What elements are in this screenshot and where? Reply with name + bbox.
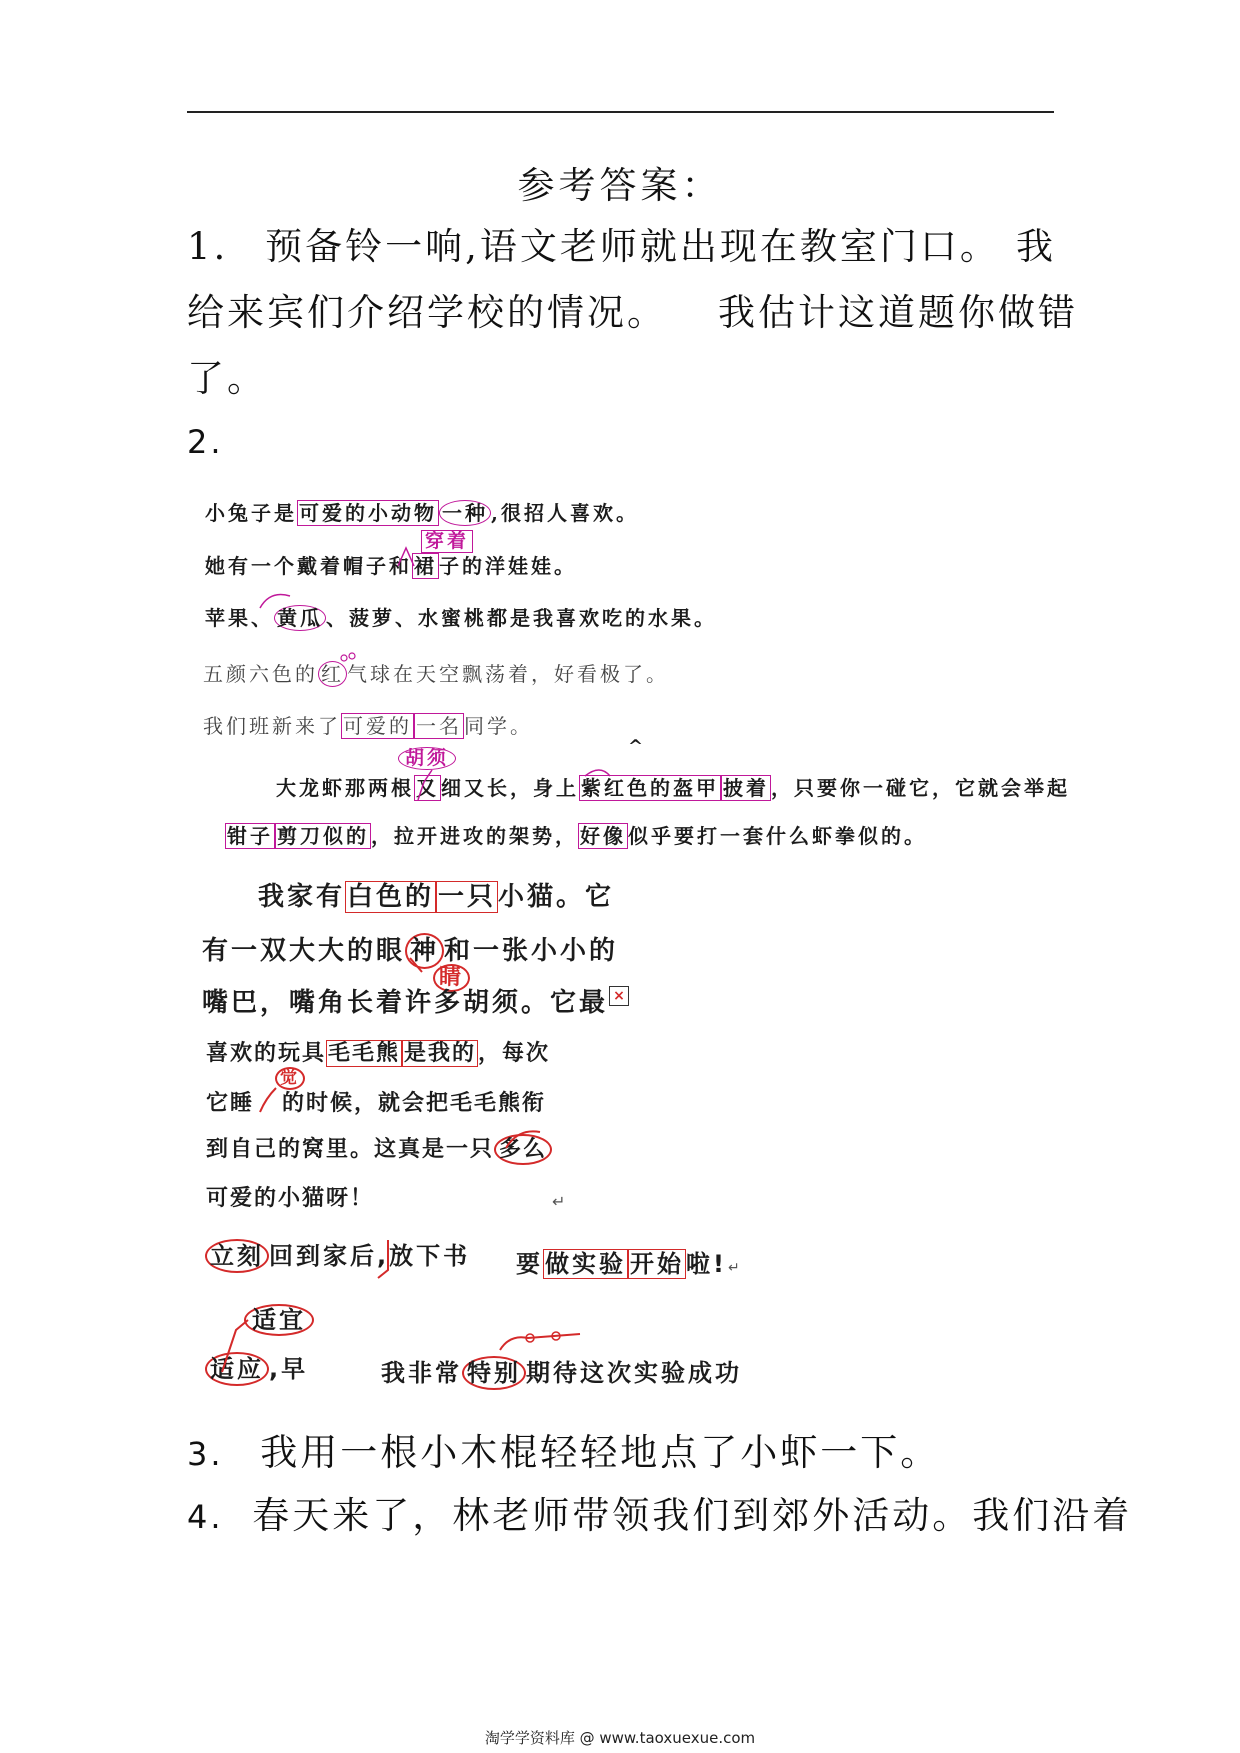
answer-1-sentence-3: 我估计这道题你做错 [718, 291, 1078, 334]
answer-1-sentence-3-end: 了。 [187, 357, 267, 400]
answer-1-number: 1. [187, 225, 229, 268]
paragraph-line-7: 可爱的小猫呀！ [206, 1186, 375, 1211]
correction-sentence-2 [205, 556, 577, 576]
correction-line-8-left [205, 1244, 470, 1268]
text: ，每次 [478, 1041, 551, 1066]
page-title: 参考答案： [517, 164, 723, 207]
boxed-word: 是我的 [404, 1041, 477, 1066]
insertion-huxu: 胡须 [398, 747, 456, 770]
text: ，只要你一碰它，它就会举起 [771, 776, 1070, 800]
circled-word: 适应 [205, 1352, 269, 1386]
boxed-word: 白色的 [347, 882, 435, 912]
caret-mark: ^ [628, 736, 647, 757]
delete-dot [349, 653, 355, 659]
boxed-word: 可爱的小动物 [299, 501, 437, 525]
boxed-word: 披着 [723, 776, 769, 800]
text: 要 [516, 1250, 543, 1278]
text: 似乎要打一套什么虾拳似的。 [628, 824, 927, 848]
correction-sentence-3 [205, 608, 717, 628]
paragraph-line-5-start: 它睡 [206, 1091, 255, 1116]
insertion-jue: 觉 [275, 1067, 305, 1090]
delete-dot [341, 655, 347, 661]
circled-word: 一种 [439, 500, 491, 526]
answer-3 [187, 1431, 941, 1474]
text: ,很招人喜欢。 [491, 501, 639, 525]
boxed-word: 又 [416, 776, 439, 800]
insertion-shiyi: 适宜 [244, 1304, 314, 1336]
boxed-word: 可爱的 [343, 714, 412, 738]
answer-4-text: 春天来了，林老师带领我们到郊外活动。我们沿着 [252, 1494, 1133, 1537]
text: ,放下书 [377, 1242, 471, 1270]
text: ,早 [269, 1355, 309, 1383]
insertion-chuanzhe: 穿着 [421, 530, 473, 553]
delete-loop [500, 1334, 580, 1350]
correction-sentence-5 [203, 716, 533, 736]
text: 她有一个戴着帽子和 [205, 554, 412, 578]
text: 啦! [686, 1250, 727, 1278]
boxed-word: 剪刀似的 [277, 824, 369, 848]
text: 我非常 [381, 1359, 462, 1387]
circled-word: 特别 [462, 1356, 526, 1390]
text: 和一张小小的 [444, 936, 619, 966]
answer-1-line-1-tail: 我 [1016, 225, 1056, 268]
boxed-word: 毛毛熊 [328, 1041, 401, 1066]
paragraph-line-3: 嘴巴，嘴角长着许多胡须。它最 [202, 988, 609, 1018]
text: 细又长，身上 [441, 776, 579, 800]
text: 小猫。它 [498, 882, 615, 912]
boxed-word: 好像 [580, 824, 626, 848]
boxed-word: 一只 [438, 882, 497, 912]
answer-2-number: 2. [187, 423, 224, 461]
answer-1-sentence-2: 给来宾们介绍学校的情况。 [187, 291, 667, 334]
circled-word: 立刻 [205, 1239, 269, 1273]
text: 我家有 [258, 882, 346, 912]
text: 喜欢的玩具 [206, 1041, 327, 1066]
error-mark-icon: × [609, 986, 629, 1006]
correction-sentence-6-line-2 [225, 826, 927, 846]
answer-4-number: 4. [187, 1498, 224, 1536]
text: 期待这次实验成功 [526, 1359, 742, 1387]
text: 小兔子是 [205, 501, 297, 525]
answer-1-line-1 [187, 225, 1000, 268]
text: 气球在天空飘荡着，好看极了。 [347, 662, 669, 686]
return-mark: ↵ [552, 1192, 566, 1211]
boxed-word: 紫红色的盔甲 [581, 776, 719, 800]
text: 回到家后 [269, 1242, 377, 1270]
paragraph-line-1 [258, 884, 614, 910]
delete-dot [526, 1334, 534, 1342]
correction-line-8-right [516, 1252, 727, 1276]
correction-sentence-4 [203, 664, 669, 684]
boxed-word: 裙 [414, 554, 437, 578]
text: 五颜六色的 [203, 662, 318, 686]
answer-4 [187, 1494, 1133, 1537]
circled-word: 红 [318, 661, 347, 687]
answer-1-sentence-1: 预备铃一响,语文老师就出现在教室门口。 [265, 225, 1000, 268]
insertion-jing: 睛 [433, 964, 470, 992]
paragraph-line-2 [202, 938, 618, 964]
answer-3-text: 我用一根小木棍轻轻地点了小虾一下。 [260, 1431, 941, 1474]
text: 大龙虾那两根 [276, 776, 414, 800]
paragraph-line-5-rest: 的时候，就会把毛毛熊衔 [282, 1091, 547, 1116]
text: 苹果、 [205, 606, 274, 630]
boxed-word: 一名 [416, 714, 462, 738]
boxed-word: 钳子 [227, 824, 273, 848]
text: 子的洋娃娃。 [439, 554, 577, 578]
boxed-word: 做实验 [545, 1250, 626, 1278]
text: 有一双大大的眼 [202, 936, 406, 966]
correction-line-9-left [205, 1357, 308, 1381]
header-rule [187, 111, 1054, 113]
delete-dot [552, 1332, 560, 1340]
answer-3-number: 3. [187, 1435, 224, 1473]
correction-sentence-1 [205, 503, 639, 523]
footer-watermark: 淘学学资料库 @ www.taoxuexue.com [484, 1729, 756, 1747]
correction-line-9-right [381, 1361, 742, 1385]
circled-word: 黄瓜 [274, 605, 326, 631]
circled-word: 神 [405, 933, 444, 969]
text: 我们班新来了 [203, 714, 341, 738]
insertion-caret [260, 1088, 276, 1112]
paragraph-line-6 [206, 1139, 552, 1161]
correction-sentence-6-line-1 [276, 778, 1070, 798]
boxed-word: 开始 [630, 1250, 684, 1278]
text: 同学。 [464, 714, 533, 738]
text: 到自己的窝里。这真是一只 [206, 1137, 495, 1162]
paragraph-line-4 [206, 1043, 550, 1065]
return-mark-2: ↵ [728, 1260, 740, 1276]
text: 、菠萝、水蜜桃都是我喜欢吃的水果。 [326, 606, 717, 630]
text: ，拉开进攻的架势， [371, 824, 578, 848]
circled-word: 多么 [494, 1134, 552, 1165]
